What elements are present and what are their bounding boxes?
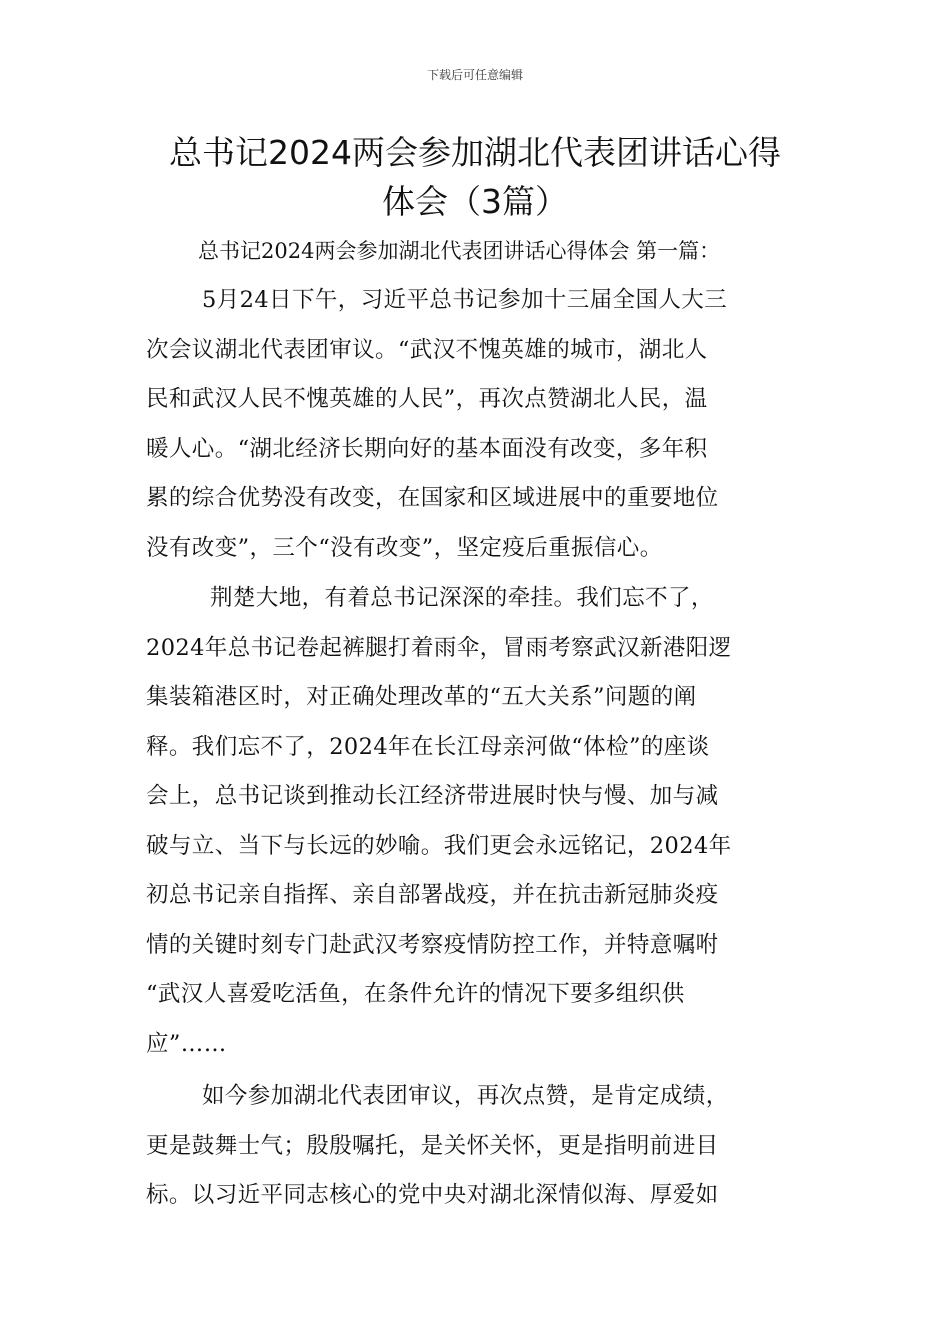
section-subtitle: 总书记2024两会参加湖北代表团讲话心得体会 第一篇： [198,239,721,263]
paragraph-line: 暖人心。“湖北经济长期向好的基本面没有改变，多年积 [146,435,708,462]
paragraph-line: 破与立、当下与长远的妙喻。我们更会永远铭记，2024年 [146,832,732,859]
paragraph-line: 累的综合优势没有改变，在国家和区域进展中的重要地位 [146,485,719,511]
title-line-2: 体会（3篇） [382,182,568,221]
paragraph-line: 如今参加湖北代表团审议，再次点赞，是肯定成绩， [202,1083,729,1109]
paragraph-line: 初总书记亲自指挥、亲自部署战疫，并在抗击新冠肺炎疫 [146,882,719,908]
paragraph-line: 应”…… [146,1030,227,1057]
paragraph-line: 会上，总书记谈到推动长江经济带进展时快与慢、加与减 [146,783,719,809]
title-line-1: 总书记2024两会参加湖北代表团讲话心得 [169,133,781,172]
paragraph-line: 情的关键时刻专门赴武汉考察疫情防控工作，并特意嘱咐 [146,931,719,958]
paragraph-line: 5月24日下午，习近平总书记参加十三届全国人大三 [202,287,728,313]
paragraph-line: 释。我们忘不了，2024年在长江母亲河做“体检”的座谈 [146,733,710,760]
paragraph-line: 更是鼓舞士气；殷殷嘱托，是关怀关怀，更是指明前进目 [146,1132,719,1159]
document-title [130,128,820,226]
paragraph-line: 民和武汉人民不愧英雄的人民”，再次点赞湖北人民，温 [146,386,708,412]
paragraph-line: 2024年总书记卷起裤腿打着雨伞，冒雨考察武汉新港阳逻 [146,634,732,661]
paragraph-1 [146,276,826,573]
header-note: 下载后可任意编辑 [426,68,523,82]
paragraph-line: 次会议湖北代表团审议。“武汉不愧英雄的城市，湖北人 [146,336,708,363]
paragraph-line: 没有改变”，三个“没有改变”，坚定疫后重振信心。 [146,534,663,561]
paragraph-line: “武汉人喜爱吃活鱼，在条件允许的情况下要多组织供 [146,981,685,1007]
paragraph-3 [146,1072,826,1221]
paragraph-line: 标。以习近平同志核心的党中央对湖北深情似海、厚爱如 [146,1182,719,1208]
paragraph-line: 集装箱港区时，对正确处理改革的“五大关系”问题的阐 [146,684,697,710]
paragraph-line: 荆楚大地，有着总书记深深的牵挂。我们忘不了， [210,585,714,611]
paragraph-2 [146,574,826,1069]
